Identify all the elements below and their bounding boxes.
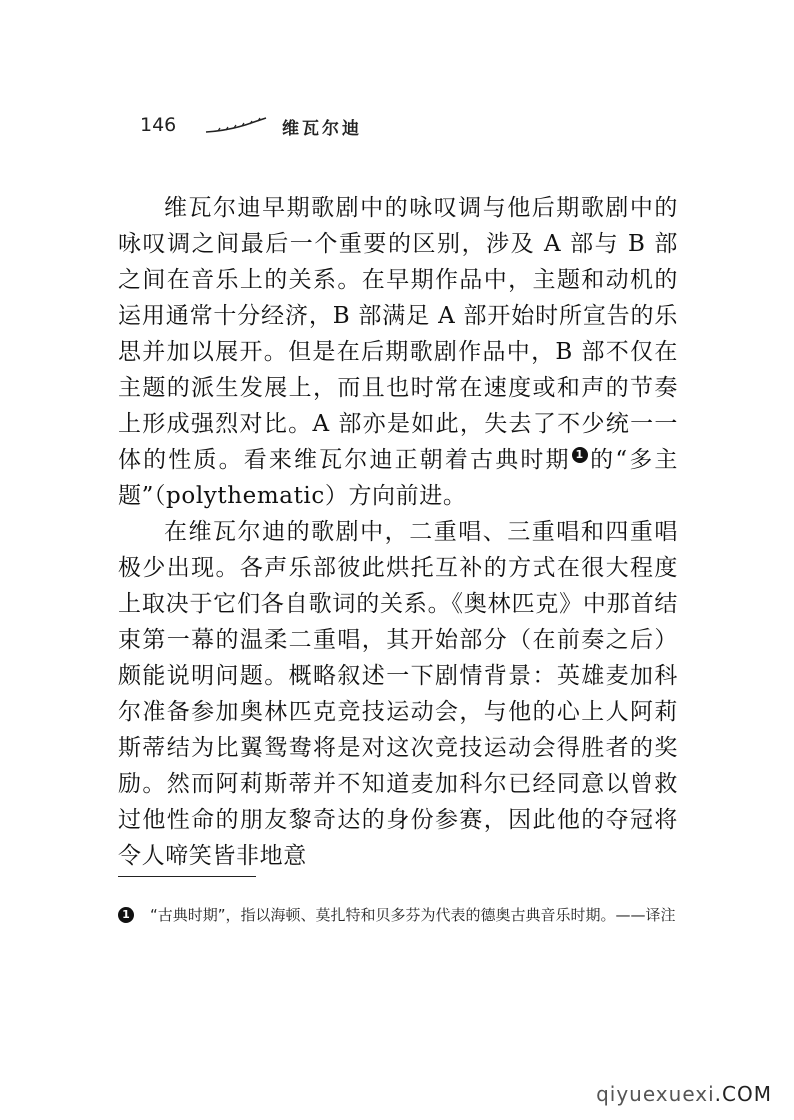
paragraph-2: 在维瓦尔迪的歌剧中，二重唱、三重唱和四重唱极少出现。各声乐部彼此烘托互补的方式在很大程度上取决于它们各自歌词的关系。《奥林匹克》中那首结束第一幕的温柔二重唱，其开始部分（在前奏之后）颇能说明问题。概略叙述一下剧情背景：英雄麦加科尔准备参加奥林匹克竞技运动会，与他的心上人阿莉斯蒂结为比翼鸳鸯将是对这次竞技运动会得胜者的奖励。然而阿莉斯蒂并不知道麦加科尔已经同意以曾救过他性命的朋友黎奇达的身份参赛，因此他的夺冠将令人啼笑皆非地意 — [118, 519, 678, 869]
paragraph-1-text-after: 的“多主题”（polythematic）方向前进。 — [118, 447, 678, 509]
footnote — [122, 902, 680, 928]
running-title: 维瓦尔迪 — [282, 119, 362, 139]
paragraph-1-text-before: 维瓦尔迪早期歌剧中的咏叹调与他后期歌剧中的咏叹调之间最后一个重要的区别，涉及 A 部与 B 部之间在音乐上的关系。在早期作品中，主题和动机的运用通常十分经济，B 部满足 A 部开始时所宣告的乐思并加以展开。但是在后期歌剧作品中，B 部不仅在主题的派生发展上，而且也时常在速度或和声的节奏上形成强烈对比。A 部亦是如此，失去了不少统一一体的性质。看来维瓦尔迪正朝着古典时期 — [118, 195, 678, 473]
paragraph-1 — [118, 190, 678, 514]
footnote-divider — [118, 876, 256, 877]
watermark-text-main: qiyuexuexi — [596, 1082, 715, 1106]
body-text — [118, 190, 678, 874]
page-header — [140, 110, 520, 146]
footnote-marker: 1 — [118, 907, 134, 923]
footnote-text: “古典时期”，指以海顿、莫扎特和贝多芬为代表的德奥古典音乐时期。——译注 — [150, 906, 676, 924]
quill-ornament-icon — [204, 116, 270, 136]
footnote-reference-marker: 1 — [572, 447, 588, 463]
page-number: 146 — [140, 114, 177, 136]
site-watermark — [596, 1082, 772, 1106]
watermark-text-suffix: .COM — [714, 1082, 772, 1106]
